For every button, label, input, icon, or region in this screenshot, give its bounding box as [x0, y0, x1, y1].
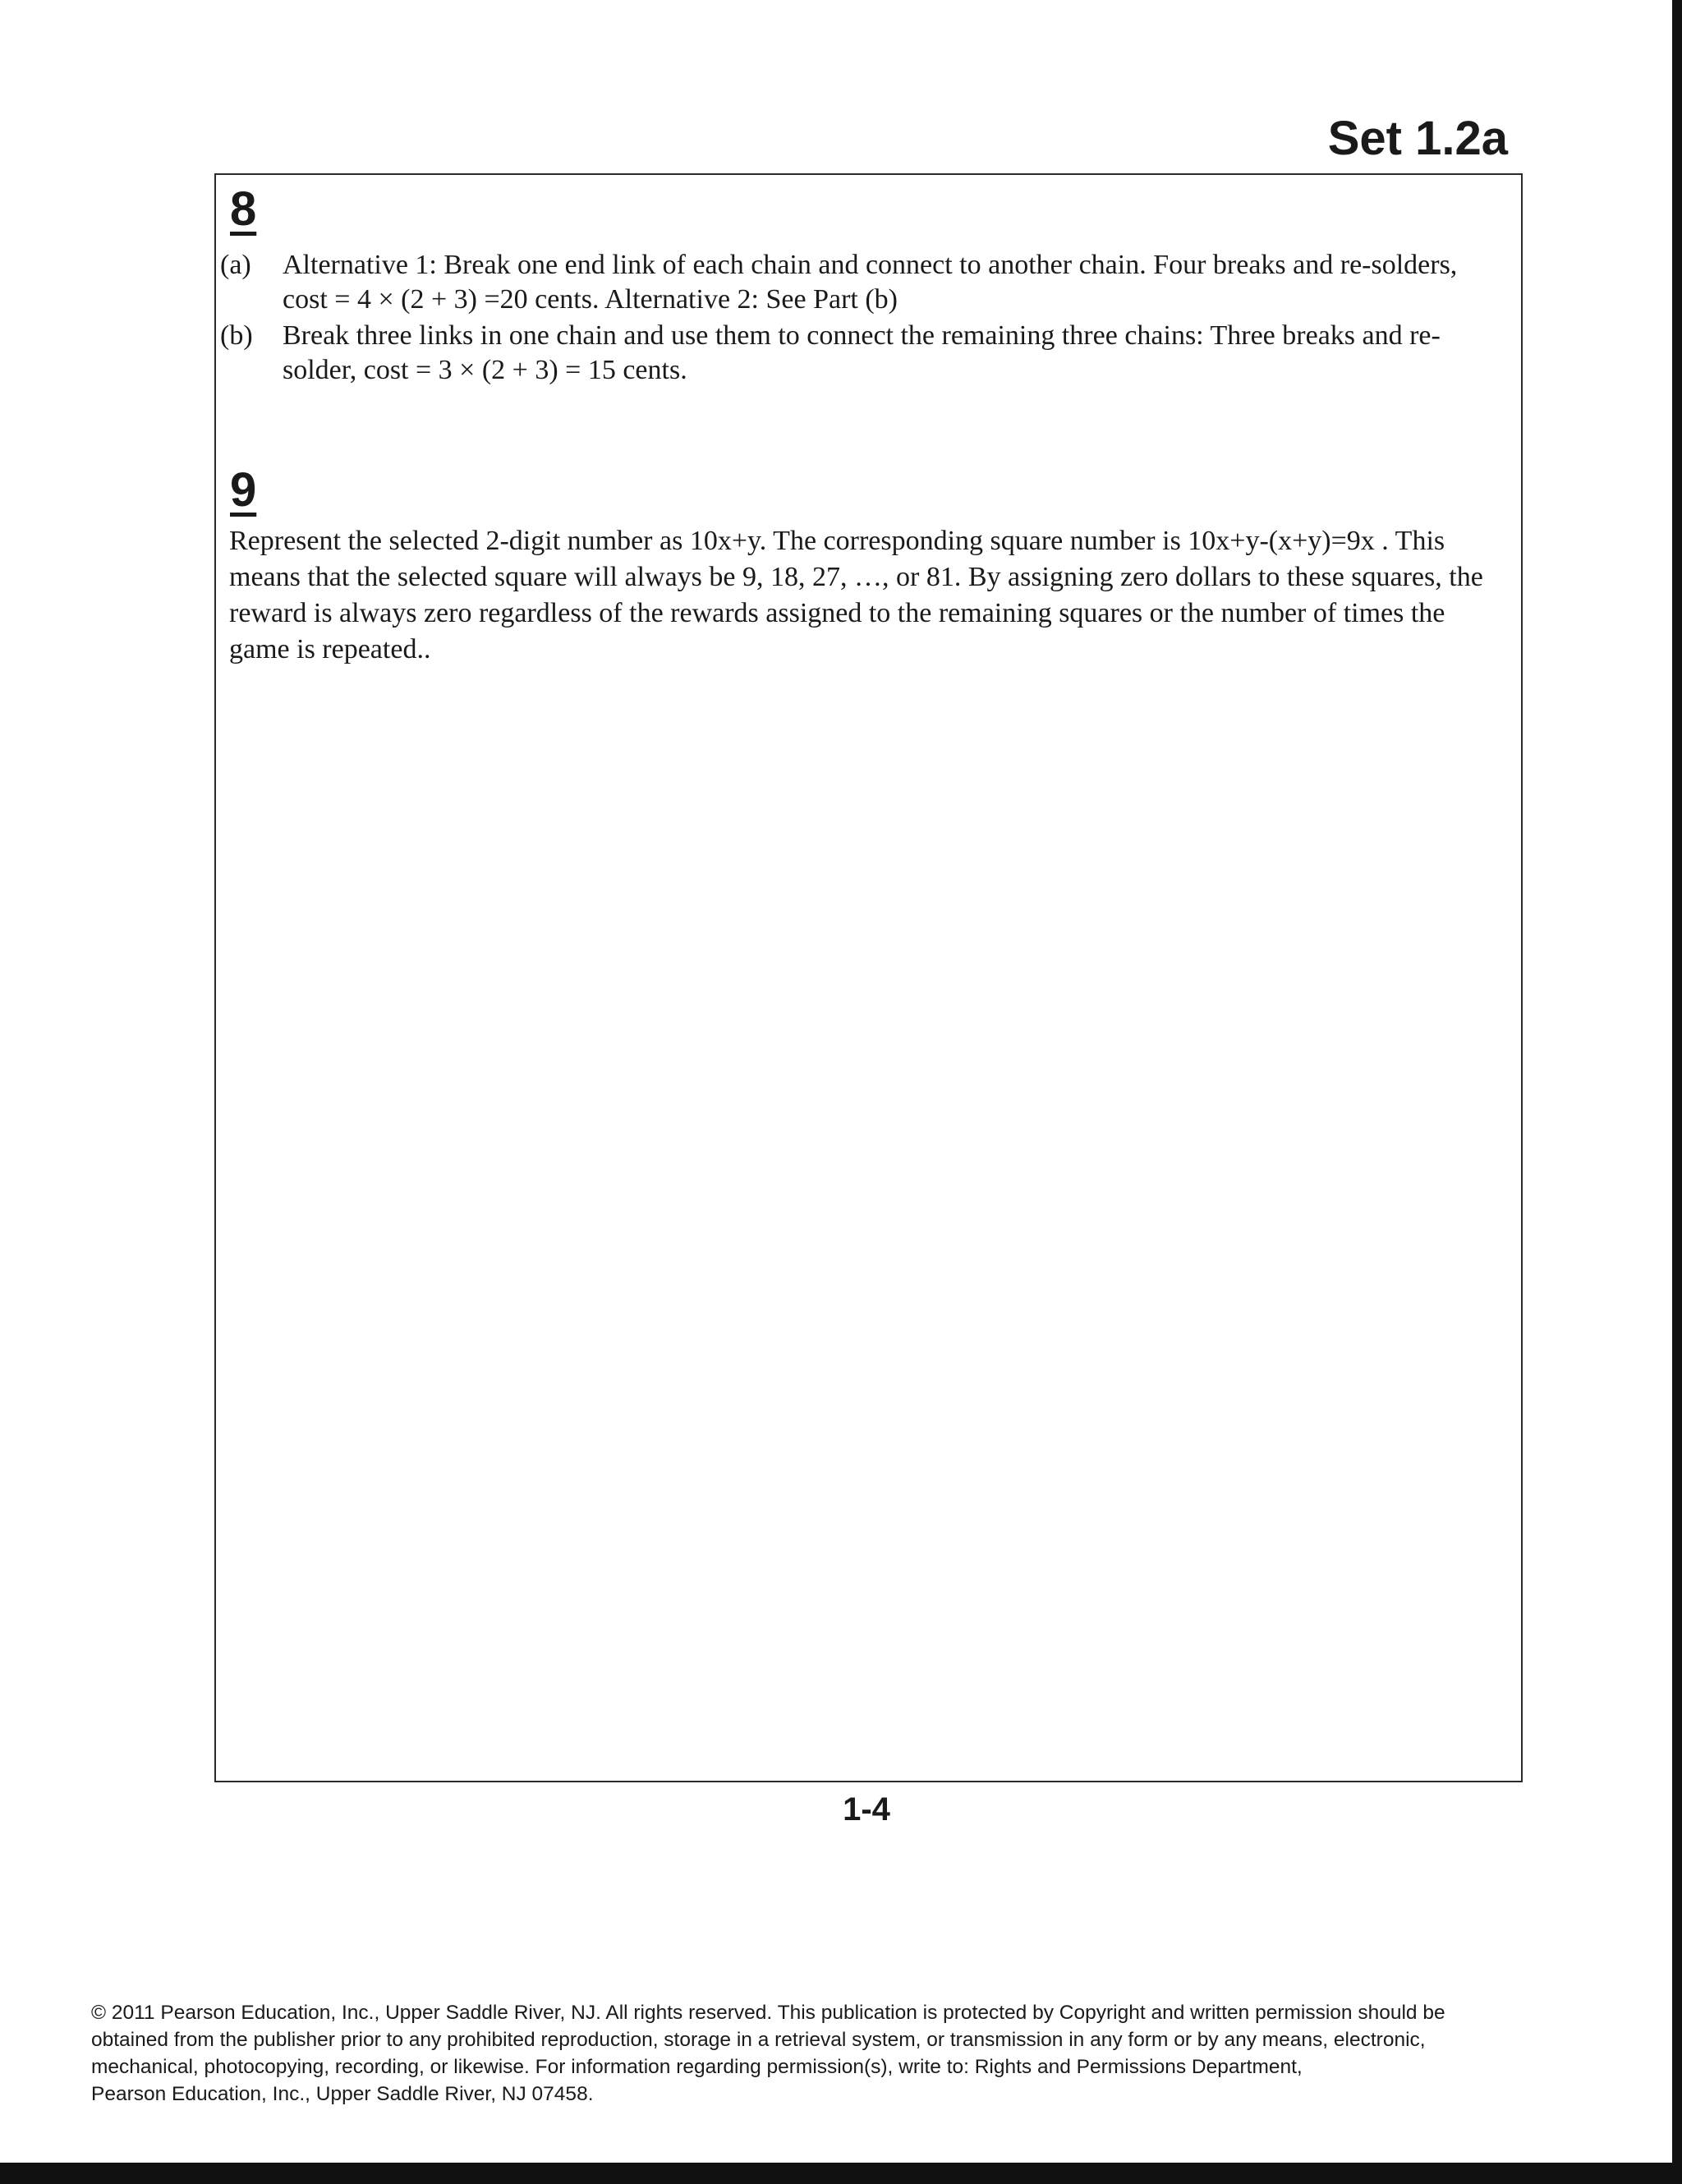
scan-bottom-edge — [0, 2163, 1682, 2184]
part-a-text: Alternative 1: Break one end link of each chain and connect to another chain. Four breaks and re-solders, cost = 4 × (2 + 3) =20 cents. Alternative 2: See Part (b) — [283, 250, 1458, 315]
problem-8-part-a — [220, 248, 1501, 317]
footer-line: mechanical, photocopying, recording, or likewise. For information regarding permission(s), write to: Rights and Permissions Department, — [91, 2056, 1303, 2078]
problem-9-text: Represent the selected 2-digit number as 10x+y. The corresponding square number is 10x+y-(x+y)=9x . This means that the selected square will always be 9, 18, 27, …, or 81. By assigning zero dollars to these squares, the reward is always zero regardless of the rewards assigned to the remaining squares or the number of times the game is repeated.. — [229, 526, 1483, 664]
scan-right-edge — [1672, 0, 1682, 2184]
footer-line: © 2011 Pearson Education, Inc., Upper Saddle River, NJ. All rights reserved. This publication is protected by Copyright and written permission should be — [91, 2002, 1445, 2024]
page-number: 1-4 — [843, 1791, 890, 1828]
problem-8-number: 8 — [230, 182, 257, 236]
part-b-text: Break three links in one chain and use them to connect the remaining three chains: Three breaks and re-solder, cost = 3 × (2 + 3) = 15 cents. — [283, 320, 1441, 385]
set-title: Set 1.2a — [1327, 112, 1508, 165]
problem-9-number: 9 — [230, 463, 257, 517]
part-a-label: (a) — [220, 250, 251, 280]
footer-line: obtained from the publisher prior to any prohibited reproduction, storage in a retrieval system, or transmission in any form or by any means, electronic, — [91, 2029, 1426, 2051]
footer-line: Pearson Education, Inc., Upper Saddle River, NJ 07458. — [91, 2083, 594, 2105]
problem-8-part-b — [220, 319, 1501, 388]
part-b-label: (b) — [220, 320, 253, 351]
content-frame — [214, 173, 1523, 1782]
copyright-footer — [91, 1999, 1635, 2108]
